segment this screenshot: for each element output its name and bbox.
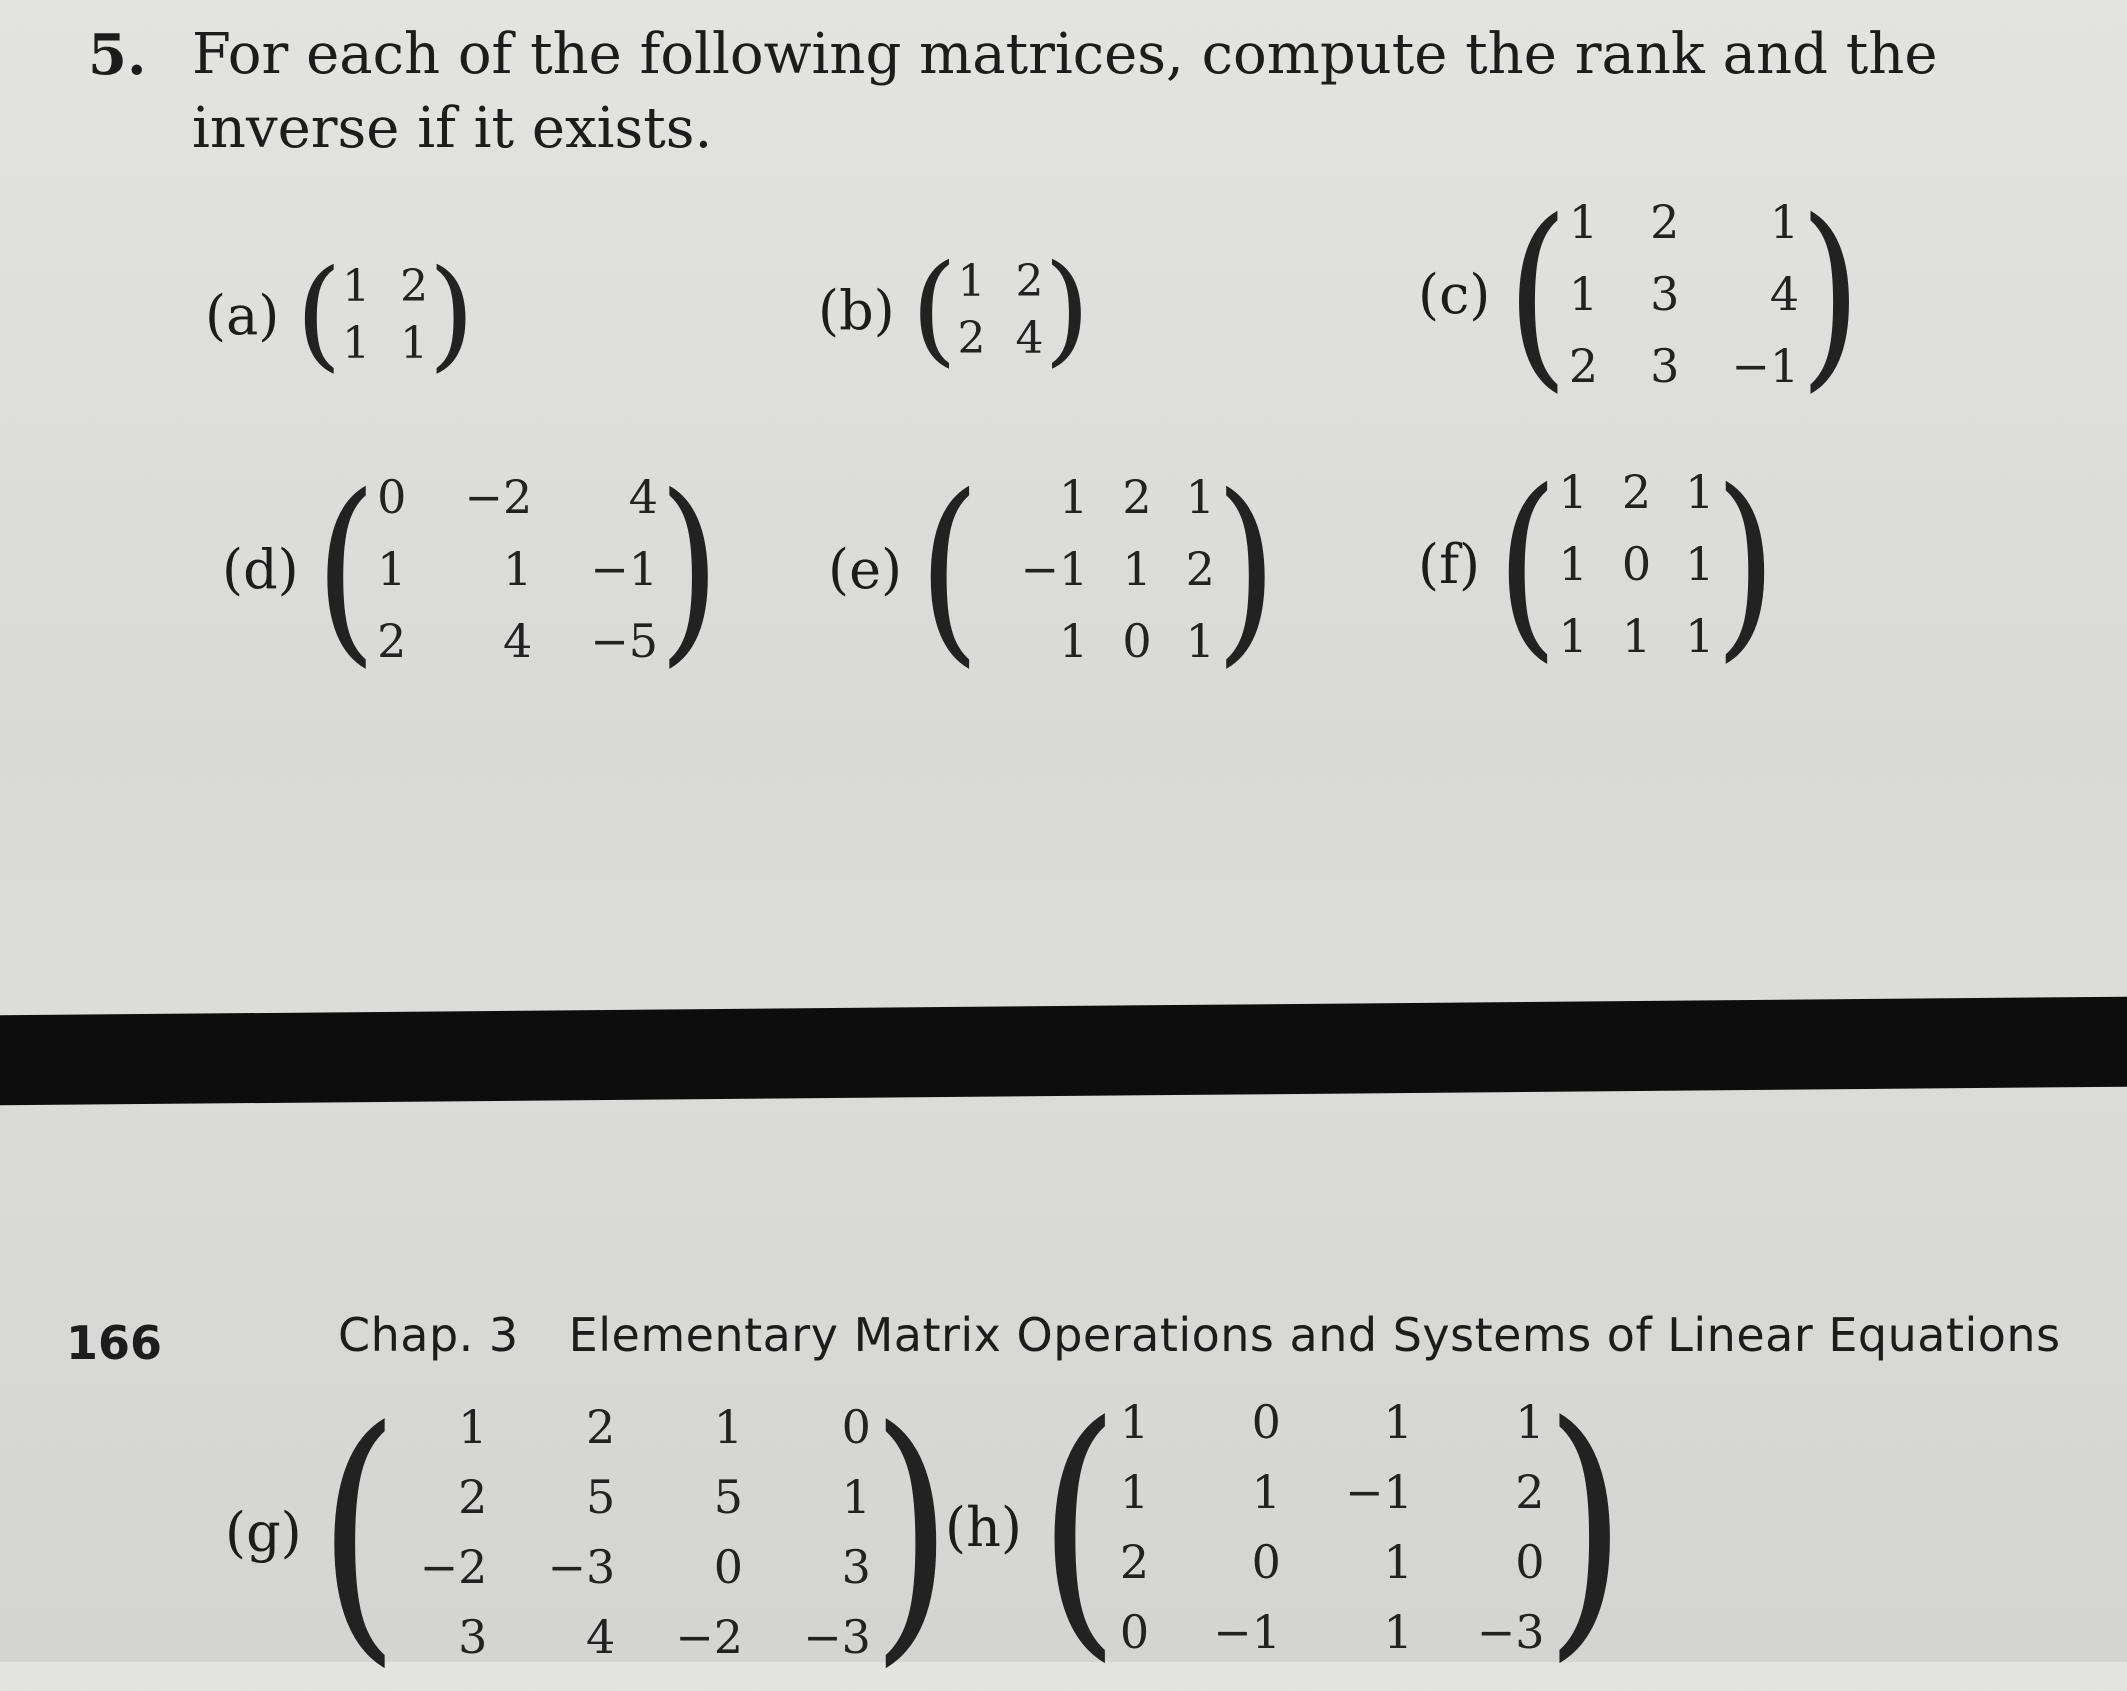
matrix-entry: 5 — [713, 1470, 744, 1524]
matrix-entry: −1 — [1344, 1465, 1413, 1519]
matrix-entries — [1120, 1395, 1545, 1659]
left-paren: ( — [295, 245, 343, 384]
matrix-entry: 4 — [1769, 267, 1800, 321]
matrix-label: (b) — [818, 278, 895, 342]
matrix-entry: 1 — [1621, 609, 1652, 663]
matrix-entry: 4 — [1015, 313, 1044, 364]
right-paren: ) — [1544, 1367, 1627, 1686]
black-divider-bar — [0, 997, 2127, 1106]
matrix-entry: 2 — [585, 1400, 616, 1454]
matrix-entry: 1 — [1251, 1465, 1281, 1519]
matrix-h — [945, 1367, 1627, 1686]
matrix-entry: 0 — [713, 1540, 744, 1594]
matrix-entry: 1 — [1558, 609, 1588, 663]
matrix-g — [225, 1372, 953, 1691]
matrix-entry: 2 — [1650, 195, 1680, 249]
left-paren: ( — [918, 451, 981, 686]
matrix-entry: 2 — [458, 1470, 488, 1524]
matrix-entries — [1569, 195, 1799, 393]
matrix-entry: −1 — [1020, 542, 1089, 596]
matrix-entry: −3 — [803, 1610, 871, 1664]
matrix-entry: 2 — [400, 261, 429, 312]
matrix-entry: 2 — [377, 614, 407, 668]
running-head — [338, 1308, 2061, 1362]
matrix-label: (c) — [1418, 262, 1491, 326]
matrix-c — [1418, 176, 1862, 411]
matrix-entry: 1 — [1059, 614, 1089, 668]
right-paren: ) — [1799, 176, 1862, 411]
matrix-entry: 1 — [342, 318, 371, 369]
matrix-entry: 3 — [458, 1610, 488, 1664]
matrix-entry: −1 — [1731, 339, 1800, 393]
matrix-entry: 1 — [502, 542, 533, 596]
matrix-entry: 1 — [841, 1470, 871, 1524]
matrix-entry: 2 — [1568, 339, 1599, 393]
matrix-entry: 1 — [1383, 1535, 1413, 1589]
matrix-entry: 1 — [1685, 537, 1715, 591]
matrix-entry: −3 — [1476, 1605, 1545, 1659]
matrix-entry: −2 — [464, 470, 533, 524]
chapter-number: Chap. 3 — [338, 1308, 519, 1362]
matrix-entry: 3 — [1650, 267, 1680, 321]
matrix-entry: 5 — [585, 1470, 616, 1524]
matrix-entries — [1559, 465, 1715, 663]
matrix-entry: −5 — [590, 614, 659, 668]
right-paren: ) — [1214, 451, 1278, 686]
matrix-entry: 1 — [1558, 465, 1588, 519]
matrix-entry: 3 — [841, 1540, 871, 1594]
matrix-label: (f) — [1418, 532, 1481, 596]
matrix-entry: 1 — [713, 1400, 744, 1454]
matrix-entry: 3 — [1650, 339, 1680, 393]
matrix-entry: 4 — [585, 1610, 616, 1664]
matrix-entry: 1 — [1515, 1395, 1545, 1449]
matrix-entries — [958, 256, 1044, 364]
page-number: 166 — [66, 1316, 163, 1370]
matrix-entry: 1 — [1119, 1465, 1150, 1519]
matrix-entry: −3 — [547, 1540, 616, 1594]
matrix-f — [1418, 446, 1777, 681]
matrix-entry: 1 — [1185, 614, 1215, 668]
matrix-entry: 1 — [957, 256, 986, 307]
matrix-entry: 1 — [1122, 542, 1152, 596]
matrix-entry: 0 — [1251, 1395, 1281, 1449]
matrix-entry: 1 — [1119, 1395, 1150, 1449]
matrix-entry: 1 — [1383, 1605, 1413, 1659]
chapter-title: Elementary Matrix Operations and Systems of Linear Equations — [568, 1308, 2061, 1362]
matrix-entry: 1 — [1685, 609, 1715, 663]
matrix-entry: −2 — [419, 1540, 488, 1594]
matrix-entry: 1 — [1685, 465, 1715, 519]
matrix-entry: 1 — [1568, 195, 1599, 249]
left-paren: ( — [314, 451, 378, 686]
matrix-entry: 1 — [342, 261, 371, 312]
matrix-a — [205, 245, 475, 384]
matrix-entry: 1 — [400, 318, 429, 369]
matrix-entries — [342, 261, 428, 369]
matrix-entries — [377, 470, 658, 668]
problem-text: For each of the following matrices, compute the rank and the inverse if it exists. — [192, 22, 1938, 161]
matrix-entry: 0 — [1251, 1535, 1281, 1589]
matrix-entry: 2 — [1185, 542, 1215, 596]
matrix-entry: 0 — [841, 1400, 871, 1454]
matrix-entry: 1 — [377, 542, 407, 596]
matrix-label: (d) — [222, 537, 299, 601]
matrix-entries — [1021, 470, 1215, 668]
matrix-entry: −1 — [1213, 1605, 1281, 1659]
matrix-entry: 4 — [502, 614, 533, 668]
problem-number: 5. — [88, 22, 147, 88]
matrix-entry: 1 — [1059, 470, 1089, 524]
matrix-entry: 2 — [1515, 1465, 1545, 1519]
left-paren: ( — [910, 240, 958, 379]
matrix-label: (a) — [205, 283, 280, 347]
right-paren: ) — [1714, 446, 1777, 681]
matrix-entry: 1 — [1383, 1395, 1413, 1449]
matrix-entry: 0 — [1122, 614, 1152, 668]
matrix-entry: 0 — [1119, 1605, 1150, 1659]
matrix-label: (h) — [945, 1495, 1022, 1559]
right-paren: ) — [428, 245, 475, 384]
matrix-d — [222, 451, 721, 686]
matrix-label: (e) — [828, 537, 903, 601]
left-paren: ( — [1496, 446, 1559, 681]
right-paren: ) — [870, 1372, 953, 1691]
matrix-entry: 2 — [1119, 1535, 1150, 1589]
matrix-entry: 4 — [628, 470, 659, 524]
left-paren: ( — [1037, 1367, 1120, 1686]
matrix-entries — [420, 1400, 871, 1664]
matrix-entry: −1 — [590, 542, 659, 596]
matrix-entry: 2 — [1015, 256, 1044, 307]
matrix-entry: 1 — [1185, 470, 1215, 524]
matrix-entry: 2 — [1122, 470, 1152, 524]
right-paren: ) — [1043, 240, 1091, 379]
matrix-e — [828, 451, 1278, 686]
matrix-entry: 1 — [1769, 195, 1800, 249]
matrix-entry: 0 — [1621, 537, 1652, 591]
left-paren: ( — [317, 1372, 400, 1691]
matrix-entry: 0 — [1515, 1535, 1545, 1589]
matrix-entry: 2 — [1621, 465, 1652, 519]
matrix-label: (g) — [225, 1500, 302, 1564]
matrix-entry: 1 — [458, 1400, 488, 1454]
right-paren: ) — [658, 451, 721, 686]
matrix-entry: 0 — [377, 470, 407, 524]
matrix-entry: 1 — [1568, 267, 1599, 321]
left-paren: ( — [1506, 176, 1569, 411]
matrix-entry: 2 — [957, 313, 986, 364]
matrix-entry: 1 — [1558, 537, 1588, 591]
matrix-b — [818, 240, 1091, 379]
matrix-entry: −2 — [675, 1610, 744, 1664]
